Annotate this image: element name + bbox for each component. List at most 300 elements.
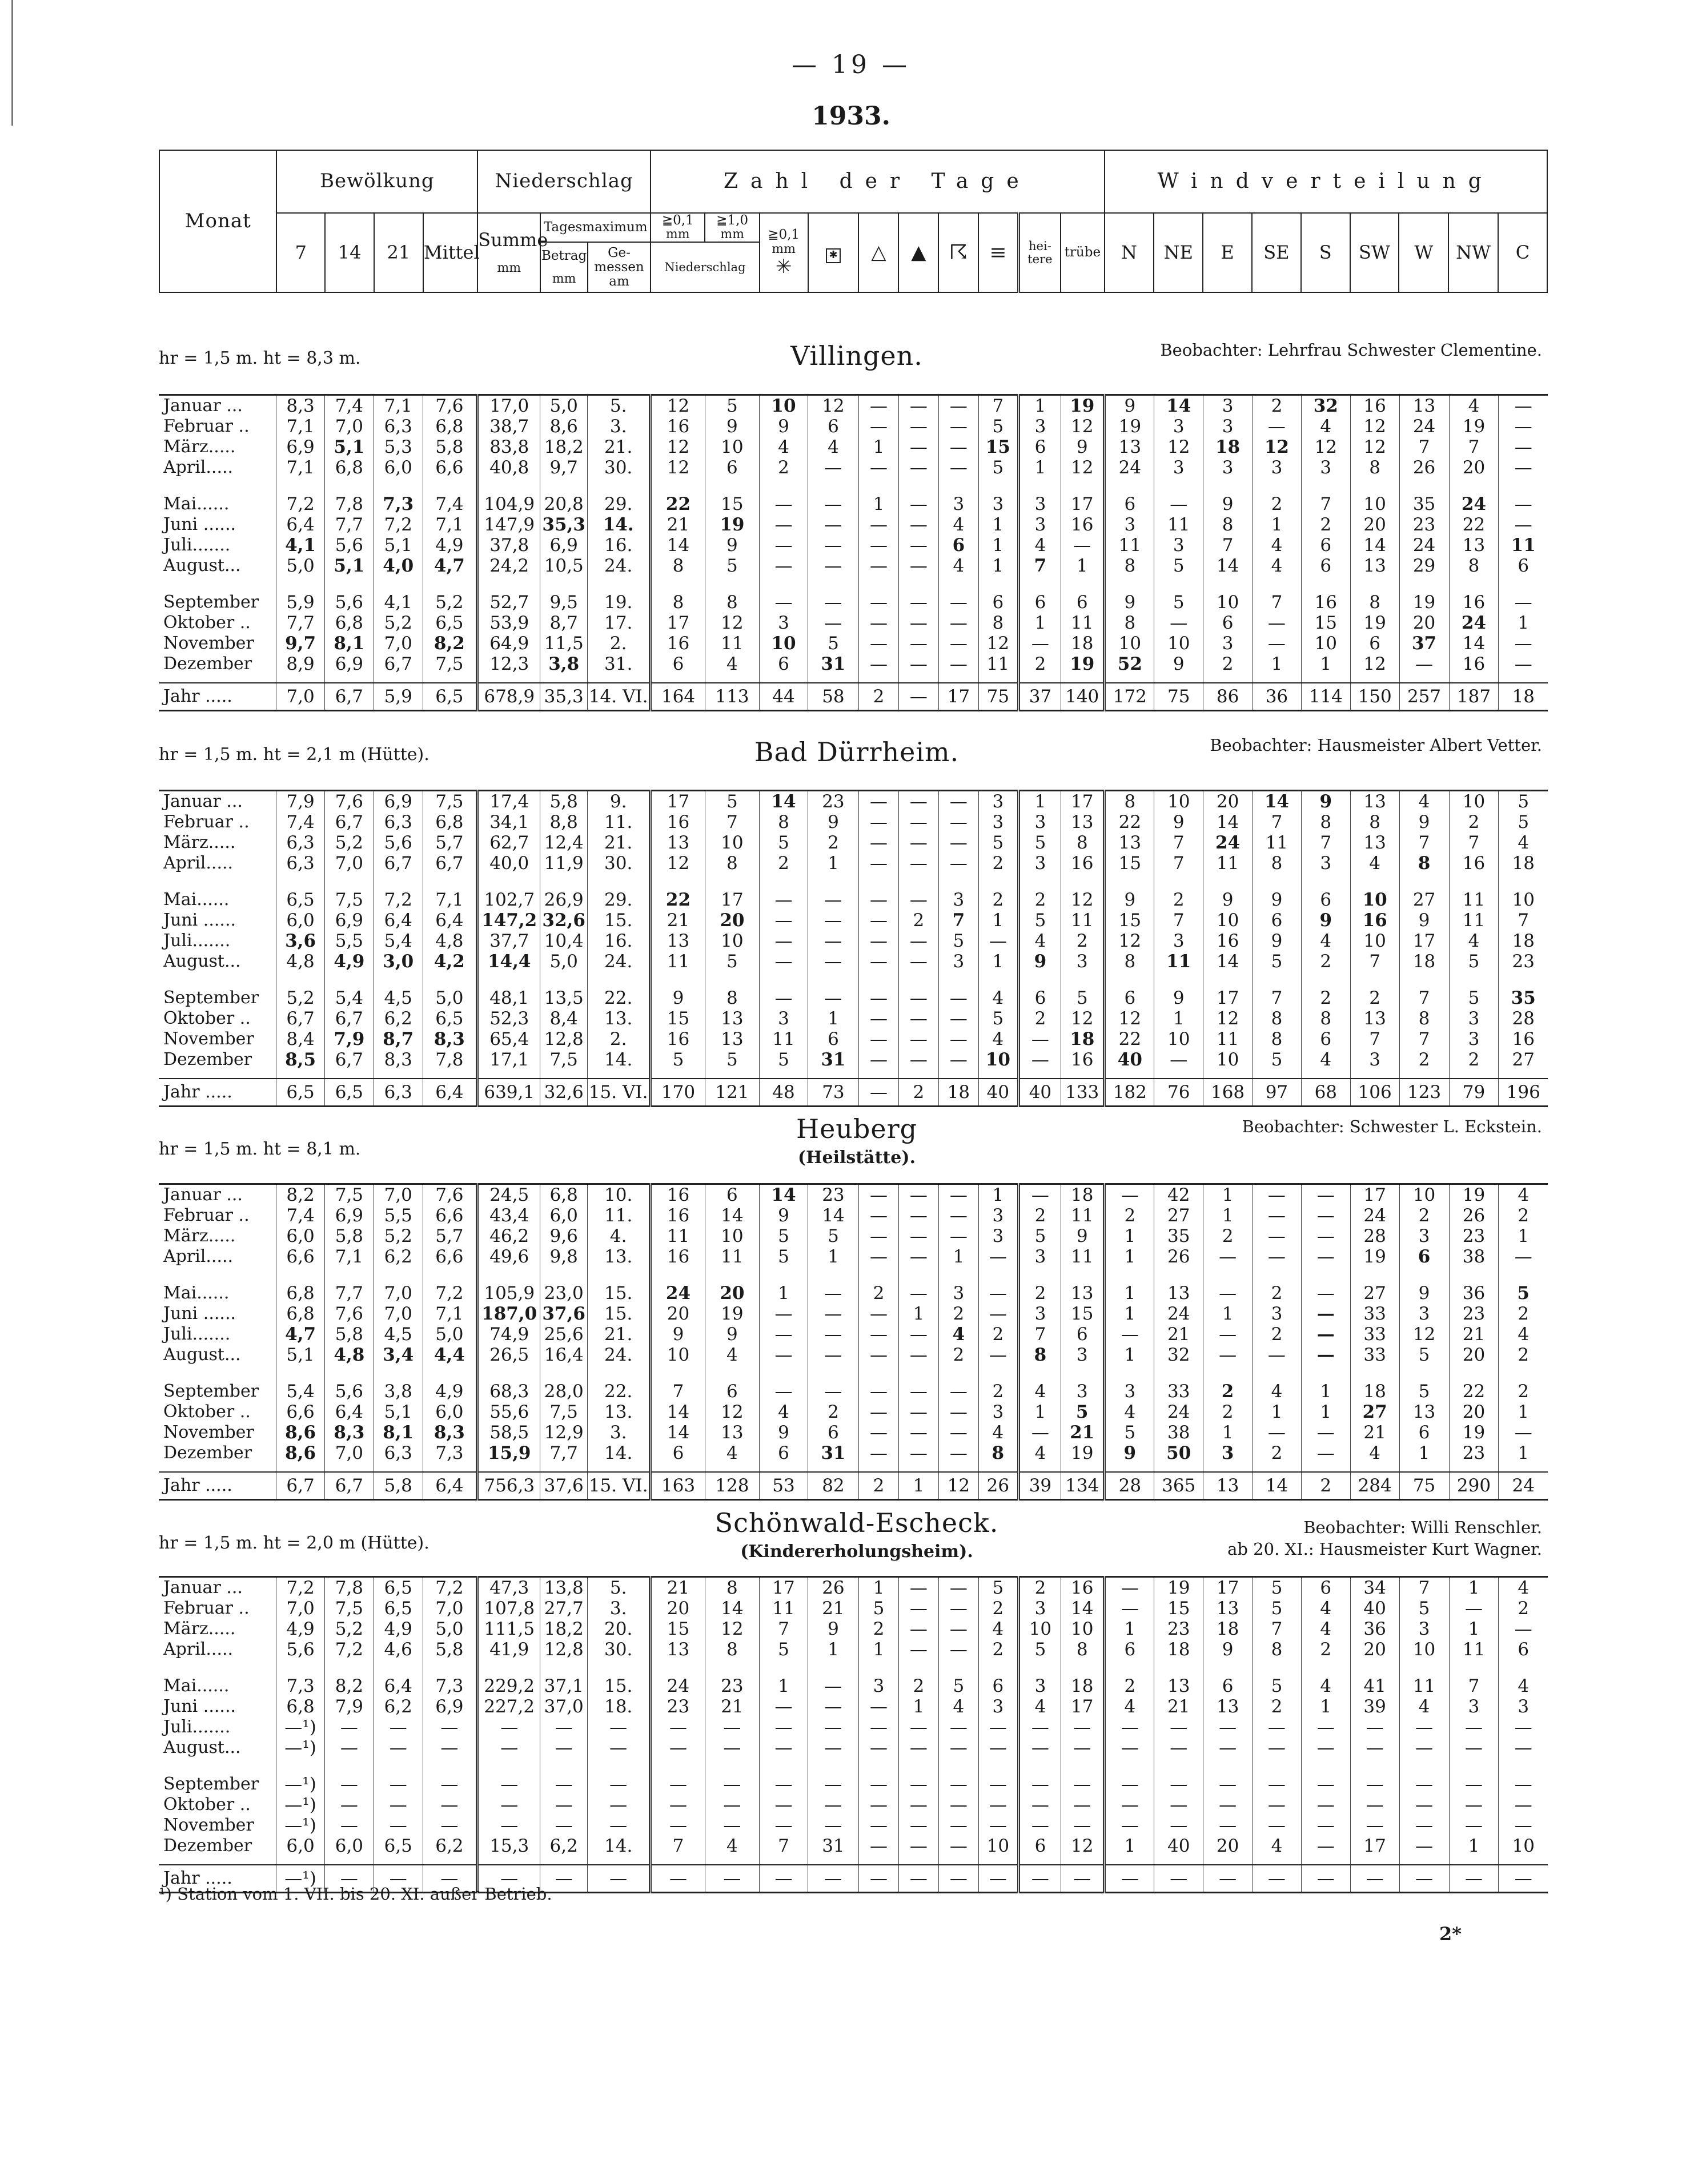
value-cell: 8,9 (276, 654, 325, 683)
value-cell: 4 (1518, 1185, 1530, 1205)
value-cell: 5,8 (423, 437, 477, 457)
value-cell: 15. VI. (588, 1079, 651, 1107)
value-cell: 13 (651, 832, 705, 853)
value-cell: 12 (1350, 437, 1399, 457)
value-cell: — (423, 1717, 477, 1737)
value-cell: — (858, 654, 898, 683)
value-cell: 12 (1061, 1836, 1105, 1865)
value-cell: 3 (1018, 1668, 1061, 1696)
value-cell: 4 (978, 1029, 1018, 1049)
value-cell: 7 (760, 1619, 808, 1639)
value-cell: — (898, 1422, 938, 1443)
month-cell: Dezember (159, 1049, 276, 1079)
value-cell: 4,5 (374, 980, 423, 1008)
value-cell: 40 (1105, 1049, 1154, 1079)
value-cell: 16 (1061, 853, 1105, 882)
month-cell: November (159, 1815, 276, 1836)
value-cell: 2 (1203, 1402, 1253, 1422)
value-cell: 5,2 (374, 1226, 423, 1246)
value-cell: — (858, 1226, 898, 1246)
value-cell: 7 (978, 395, 1018, 417)
month-cell: Januar ... (159, 791, 276, 813)
value-cell: 1 (1105, 1226, 1154, 1246)
value-cell: 5,5 (324, 931, 374, 951)
month-cell: Juni ...... (159, 514, 276, 535)
value-cell: — (808, 1696, 858, 1717)
value-cell: — (1203, 1865, 1253, 1893)
value-cell: 4,8 (324, 1345, 374, 1373)
value-cell: — (978, 1766, 1018, 1795)
value-cell: 30. (588, 457, 651, 486)
value-cell: 7 (1018, 1324, 1061, 1345)
value-cell: 1 (808, 1639, 858, 1668)
header-wind-c: C (1498, 213, 1547, 292)
value-cell: 5,1 (276, 1345, 325, 1373)
value-cell: — (423, 1766, 477, 1795)
value-cell: 1 (898, 1472, 938, 1500)
value-cell: 3 (1154, 535, 1203, 556)
value-cell: 4,0 (374, 556, 423, 584)
value-cell: 5 (705, 951, 759, 980)
value-cell: — (651, 1766, 705, 1795)
value-cell: 16 (651, 1205, 705, 1226)
value-cell: — (898, 853, 938, 882)
value-cell: — (540, 1865, 588, 1893)
value-cell: 9 (1105, 395, 1154, 417)
value-cell: — (1203, 1766, 1253, 1795)
value-cell: 8 (1449, 556, 1499, 584)
value-cell: 53 (760, 1472, 808, 1500)
value-cell: 12 (1350, 654, 1399, 683)
value-cell: — (858, 910, 898, 931)
value-cell: 3 (1399, 1226, 1449, 1246)
value-cell: 13 (1154, 1668, 1203, 1696)
value-cell: 2 (1518, 1205, 1530, 1226)
value-cell: 8,3 (423, 1422, 477, 1443)
value-cell: 24 (1105, 457, 1154, 486)
value-cell: 28,0 (540, 1373, 588, 1402)
station-observer: Beobachter: Willi Renschler. (1303, 1518, 1542, 1537)
value-cell: 6 (651, 654, 705, 683)
value-cell: — (1105, 1815, 1154, 1836)
value-cell: 14 (1203, 812, 1253, 832)
table-row (159, 486, 1548, 514)
header-snow-cover (808, 213, 859, 292)
value-cell: 9 (1253, 931, 1302, 951)
value-cell: 5. (588, 395, 651, 417)
value-cell: 4,9 (423, 1373, 477, 1402)
value-cell: 6,4 (374, 910, 423, 931)
value-cell: 639,1 (477, 1079, 540, 1107)
value-cell: 4 (705, 1443, 759, 1472)
value-cell: 1 (858, 1639, 898, 1668)
value-cell: 86 (1203, 683, 1253, 711)
value-cell: 3 (1154, 931, 1203, 951)
value-cell: 7,3 (423, 1668, 477, 1696)
value-cell: — (858, 1324, 898, 1345)
header-14: 14 (325, 213, 374, 292)
table-row (159, 812, 1548, 832)
value-cell: —¹) (276, 1815, 325, 1836)
value-cell: 12 (651, 853, 705, 882)
value-cell: 32,6 (540, 1079, 588, 1107)
value-cell: 7,2 (423, 1275, 477, 1304)
month-cell: April..... (159, 1246, 276, 1275)
value-cell: 11 (1154, 951, 1203, 980)
thunder-icon: ☈ (949, 240, 968, 264)
value-cell: — (1105, 1766, 1154, 1795)
value-cell: — (858, 931, 898, 951)
value-cell: — (938, 1766, 978, 1795)
value-cell: 29. (588, 882, 651, 910)
header-fog (978, 213, 1018, 292)
table-row (159, 437, 1548, 457)
value-cell: 3,0 (374, 951, 423, 980)
value-cell: 7,6 (423, 1184, 477, 1206)
value-cell: 1 (858, 437, 898, 457)
value-cell: 4,8 (276, 951, 325, 980)
header-hail-open (858, 213, 898, 292)
value-cell: 3 (1203, 1443, 1253, 1472)
month-cell: April..... (159, 1639, 276, 1668)
value-cell: — (858, 1836, 898, 1865)
value-cell: — (1018, 1795, 1061, 1815)
station-name: Heuberg (796, 1113, 918, 1144)
header-betrag-label: Betrag (541, 248, 587, 263)
value-cell: 3 (858, 1668, 898, 1696)
value-cell: 8,1 (374, 1422, 423, 1443)
value-cell: 4 (1018, 1443, 1061, 1472)
value-cell: — (858, 1696, 898, 1717)
value-cell: 4 (1105, 1402, 1154, 1422)
month-cell: März..... (159, 1619, 276, 1639)
value-cell: 12 (808, 395, 858, 417)
value-cell: 6 (1301, 556, 1350, 584)
value-cell: — (898, 832, 938, 853)
value-cell: 5 (978, 416, 1018, 437)
value-cell: 5,8 (324, 1324, 374, 1345)
value-cell: — (898, 613, 938, 633)
value-cell: 5,4 (374, 931, 423, 951)
value-cell: 13 (1350, 791, 1399, 813)
value-cell: 6,2 (374, 1246, 423, 1275)
value-cell: 27,7 (540, 1598, 588, 1619)
value-cell: 12,9 (540, 1422, 588, 1443)
value-cell: 6 (1018, 1836, 1061, 1865)
value-cell: 2 (938, 1345, 978, 1373)
value-cell: 8,3 (374, 1049, 423, 1079)
value-cell: 1 (1449, 1836, 1499, 1865)
value-cell: 2 (1203, 654, 1253, 683)
value-cell: 14 (808, 1205, 858, 1226)
value-cell: 7 (1301, 486, 1350, 514)
month-cell: Jahr ..... (159, 1472, 276, 1500)
value-cell: 16 (1350, 910, 1399, 931)
value-cell: 6,7 (324, 1008, 374, 1029)
value-cell: 26 (1399, 457, 1449, 486)
value-cell: 4 (1449, 395, 1499, 417)
value-cell: 3 (1203, 395, 1253, 417)
value-cell: 7,1 (276, 416, 325, 437)
value-cell: 7,1 (423, 882, 477, 910)
value-cell: 1 (1203, 1304, 1253, 1324)
table-row (159, 1717, 1548, 1737)
table-row (159, 633, 1548, 654)
value-cell: 6 (808, 1422, 858, 1443)
value-cell: 24 (1449, 486, 1499, 514)
value-cell: 11 (1511, 535, 1536, 556)
value-cell: 20 (651, 1598, 705, 1619)
value-cell: 3 (1449, 1008, 1499, 1029)
value-cell: 5 (705, 556, 759, 584)
value-cell: 2 (1301, 1472, 1350, 1500)
value-cell: 19 (1061, 654, 1105, 683)
value-cell: 133 (1061, 1079, 1105, 1107)
value-cell: — (858, 1422, 898, 1443)
month-cell: August... (159, 556, 276, 584)
value-cell: 17 (1350, 1184, 1399, 1206)
value-cell: — (1154, 613, 1203, 633)
value-cell: 19 (1154, 1577, 1203, 1599)
value-cell: 19 (1449, 1184, 1499, 1206)
value-cell: 36 (1253, 683, 1302, 711)
table-row (159, 584, 1548, 613)
value-cell: — (705, 1815, 759, 1836)
value-cell: 7,3 (374, 486, 423, 514)
value-cell: 9 (1061, 1226, 1105, 1246)
value-cell: — (938, 1815, 978, 1836)
value-cell: — (808, 1324, 858, 1345)
value-cell: 9,7 (276, 633, 325, 654)
value-cell: 10 (1350, 486, 1399, 514)
value-cell: 121 (705, 1079, 759, 1107)
header-ge10-label: ≧1,0 (716, 213, 749, 228)
value-cell: — (1203, 1737, 1253, 1766)
value-cell: 8 (1105, 791, 1154, 813)
value-cell: 7,1 (374, 395, 423, 417)
value-cell: — (705, 1766, 759, 1795)
value-cell: 20 (1449, 1402, 1499, 1422)
value-cell: 10 (1449, 791, 1499, 813)
value-cell: — (705, 1737, 759, 1766)
value-cell: 5 (978, 1008, 1018, 1029)
value-cell: — (898, 1402, 938, 1422)
value-cell: 12 (1061, 882, 1105, 910)
value-cell: 6,5 (324, 1079, 374, 1107)
value-cell: — (898, 416, 938, 437)
value-cell: 16. (588, 931, 651, 951)
value-cell: 756,3 (477, 1472, 540, 1500)
value-cell: 23 (808, 791, 858, 813)
value-cell: 5 (1253, 1668, 1302, 1696)
value-cell: 5,1 (324, 437, 374, 457)
value-cell: 34 (1350, 1577, 1399, 1599)
value-cell: 3 (1154, 416, 1203, 437)
value-cell: 4 (1518, 832, 1530, 853)
value-cell: 1 (1253, 654, 1302, 683)
value-cell: 15 (1154, 1598, 1203, 1619)
value-cell: 20 (1350, 1639, 1399, 1668)
value-cell: 9 (651, 980, 705, 1008)
value-cell: 3 (1154, 457, 1203, 486)
value-cell: 3 (938, 486, 978, 514)
station-observer: Beobachter: Lehrfrau Schwester Clementine. (1160, 340, 1542, 360)
value-cell: 4 (1253, 1373, 1302, 1402)
value-cell: 11. (588, 1205, 651, 1226)
value-cell: 9,7 (540, 457, 588, 486)
value-cell: 13. (588, 1008, 651, 1029)
value-cell: — (858, 1304, 898, 1324)
value-cell: — (898, 1373, 938, 1402)
value-cell: 13 (1154, 1275, 1203, 1304)
value-cell: 5,9 (276, 584, 325, 613)
table-row (159, 395, 1548, 417)
value-cell: 7,8 (324, 1577, 374, 1599)
value-cell: — (858, 556, 898, 584)
table-row (159, 1619, 1548, 1639)
month-cell: August... (159, 1737, 276, 1766)
value-cell: 6,5 (423, 613, 477, 633)
value-cell: — (898, 1275, 938, 1304)
value-cell: — (898, 1865, 938, 1893)
value-cell: 18,2 (540, 437, 588, 457)
value-cell: 7,5 (540, 1402, 588, 1422)
value-cell: — (760, 1815, 808, 1836)
value-cell: 10 (1399, 1639, 1449, 1668)
value-cell: 7 (1399, 437, 1449, 457)
value-cell: — (898, 654, 938, 683)
header-wind-e: E (1203, 213, 1252, 292)
table-row (159, 1402, 1548, 1422)
value-cell: 6 (760, 1443, 808, 1472)
value-cell: 123 (1399, 1079, 1449, 1107)
value-cell: 1 (1018, 613, 1061, 633)
value-cell: — (938, 1865, 978, 1893)
value-cell: — (1301, 1422, 1350, 1443)
value-cell: 10,4 (540, 931, 588, 951)
value-cell: — (898, 791, 938, 813)
value-cell: 2 (1301, 951, 1350, 980)
value-cell: 39 (1350, 1696, 1399, 1717)
value-cell: — (938, 613, 978, 633)
value-cell: 3 (760, 1008, 808, 1029)
value-cell: — (858, 1865, 898, 1893)
value-cell: 37 (1018, 683, 1061, 711)
value-cell: 8,3 (324, 1422, 374, 1443)
value-cell: — (1514, 1795, 1532, 1815)
value-cell: — (898, 1598, 938, 1619)
value-cell: 7,0 (374, 1275, 423, 1304)
month-cell: Februar .. (159, 416, 276, 437)
value-cell: 7 (651, 1836, 705, 1865)
value-cell: — (978, 1717, 1018, 1737)
value-cell: 1 (1018, 791, 1061, 813)
value-cell: — (324, 1717, 374, 1737)
value-cell: — (1253, 1226, 1302, 1246)
value-cell: 7,0 (374, 633, 423, 654)
value-cell: 21 (651, 910, 705, 931)
value-cell: 7 (1399, 1029, 1449, 1049)
value-cell: 6 (1301, 535, 1350, 556)
value-cell: 13 (1105, 832, 1154, 853)
table-row (159, 1029, 1548, 1049)
value-cell: 8 (1105, 613, 1154, 633)
value-cell: 4,8 (423, 931, 477, 951)
value-cell: 196 (1499, 1079, 1548, 1107)
value-cell: 3 (1061, 1345, 1105, 1373)
value-cell: — (938, 654, 978, 683)
station-name: Schönwald-Escheck. (714, 1507, 999, 1538)
value-cell: — (808, 951, 858, 980)
value-cell: 52,7 (477, 584, 540, 613)
value-cell: 17,4 (477, 791, 540, 813)
value-cell: — (1018, 1422, 1061, 1443)
value-cell: 1 (1061, 556, 1105, 584)
value-cell: 27 (1154, 1205, 1203, 1226)
value-cell: 31. (588, 654, 651, 683)
value-cell: 7 (1449, 437, 1499, 457)
header-ge10-unit: mm (720, 227, 744, 242)
value-cell: 11 (1203, 853, 1253, 882)
value-cell: 37,8 (477, 535, 540, 556)
value-cell: 26 (978, 1472, 1018, 1500)
value-cell: 20,8 (540, 486, 588, 514)
value-cell: 7,6 (324, 1304, 374, 1324)
value-cell: — (1253, 416, 1302, 437)
value-cell: 6 (808, 1029, 858, 1049)
value-cell: — (477, 1737, 540, 1766)
value-cell: 2 (808, 1402, 858, 1422)
value-cell: — (1018, 1049, 1061, 1079)
value-cell: 12 (651, 437, 705, 457)
value-cell: 18 (1061, 1029, 1105, 1049)
value-cell: 2 (1301, 514, 1350, 535)
value-cell: 9. (588, 791, 651, 813)
value-cell: — (938, 584, 978, 613)
value-cell: 15 (705, 486, 759, 514)
value-cell: 5 (1253, 1049, 1302, 1079)
value-cell: 5 (808, 633, 858, 654)
value-cell: 6,8 (540, 1184, 588, 1206)
value-cell: 3 (1105, 1373, 1154, 1402)
value-cell: 8,7 (540, 613, 588, 633)
value-cell: 11 (1061, 613, 1105, 633)
value-cell: 7 (760, 1836, 808, 1865)
value-cell: 6,4 (324, 1402, 374, 1422)
value-cell: 15,3 (477, 1836, 540, 1865)
value-cell: 32 (1154, 1345, 1203, 1373)
value-cell: 8 (1105, 951, 1154, 980)
value-cell: 1 (978, 556, 1018, 584)
value-cell: — (858, 535, 898, 556)
value-cell: 7,8 (423, 1049, 477, 1079)
value-cell: 52,3 (477, 1008, 540, 1029)
value-cell: — (938, 1205, 978, 1226)
value-cell: 6,9 (324, 910, 374, 931)
value-cell: 4 (1018, 1373, 1061, 1402)
value-cell: 10 (1203, 584, 1253, 613)
value-cell: — (1399, 1836, 1449, 1865)
table-row (159, 1795, 1548, 1815)
value-cell: 6,3 (374, 812, 423, 832)
month-cell: August... (159, 951, 276, 980)
value-cell: 3 (1018, 812, 1061, 832)
value-cell: 3 (1350, 1049, 1399, 1079)
value-cell: 2 (898, 1079, 938, 1107)
value-cell: 10 (1203, 1049, 1253, 1079)
value-cell: 18 (1399, 951, 1449, 980)
value-cell: — (1061, 1865, 1105, 1893)
